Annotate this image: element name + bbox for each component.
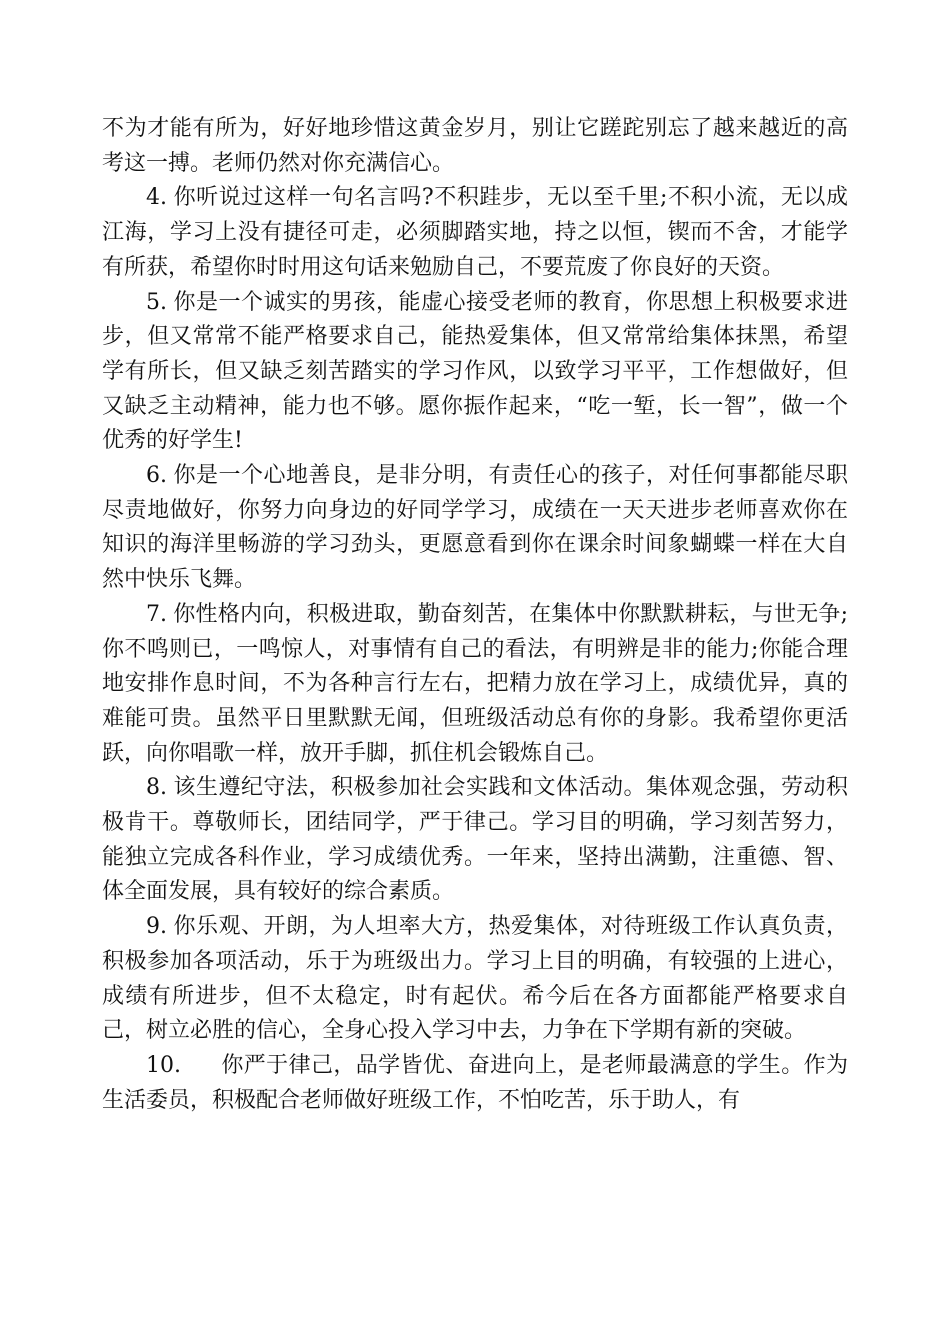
item-number: 4. [146, 185, 167, 211]
item-number: 10. [146, 1052, 181, 1078]
item-text: 该生遵纪守法，积极参加社会实践和文体活动。集体观念强，劳动积极肯干。尊敬师长，团结同学，严于律己。学习目的明确，学习刻苦努力，能独立完成各科作业，学习成绩优秀。一年来，坚持出满勤，注重德、智、体全面发展，具有较好的综合素质。 [102, 775, 848, 905]
list-item-6 [102, 459, 848, 598]
item-number: 5. [146, 289, 167, 315]
list-item-7 [102, 598, 848, 772]
item-text: 你是一个心地善良，是非分明，有责任心的孩子，对任何事都能尽职尽责地做好，你努力向身边的好同学学习，成绩在一天天进步老师喜欢你在知识的海洋里畅游的学习劲头，更愿意看到你在课余时间象蝴蝶一样在大自然中快乐飞舞。 [102, 463, 848, 593]
item-text: 你听说过这样一句名言吗?不积跬步，无以至千里;不积小流，无以成江海，学习上没有捷径可走，必须脚踏实地，持之以恒，锲而不舍，才能学有所获，希望你时时用这句话来勉励自己，不要荒废了你良好的天资。 [102, 185, 848, 280]
paragraph-continuation: 不为才能有所为，好好地珍惜这黄金岁月，别让它蹉跎别忘了越来越近的高考这一搏。老师仍然对你充满信心。 [102, 116, 848, 176]
item-number: 9. [146, 914, 167, 940]
item-text: 你严于律己，品学皆优、奋进向上，是老师最满意的学生。作为生活委员，积极配合老师做好班级工作，不怕吃苦，乐于助人，有 [102, 1052, 848, 1113]
list-item-10 [102, 1049, 848, 1118]
item-text: 你乐观、开朗，为人坦率大方，热爱集体，对待班级工作认真负责，积极参加各项活动，乐于为班级出力。学习上目的明确，有较强的上进心，成绩有所进步，但不太稳定，时有起伏。希今后在各方面都能严格要求自己，树立必胜的信心，全身心投入学习中去，力争在下学期有新的突破。 [102, 914, 848, 1044]
item-number: 6. [146, 463, 167, 489]
item-text: 你是一个诚实的男孩，能虚心接受老师的教育，你思想上积极要求进步，但又常常不能严格要求自己，能热爱集体，但又常常给集体抹黑，希望学有所长，但又缺乏刻苦踏实的学习作风，以致学习平平，工作想做好，但又缺乏主动精神，能力也不够。愿你振作起来，“吃一堑，长一智”，做一个优秀的好学生! [102, 289, 848, 454]
item-number: 7. [146, 601, 167, 627]
item-text: 你性格内向，积极进取，勤奋刻苦，在集体中你默默耕耘，与世无争;你不鸣则已，一鸣惊人，对事情有自己的看法，有明辨是非的能力;你能合理地安排作息时间，不为各种言行左右，把精力放在学习上，成绩优异，真的难能可贵。虽然平日里默默无闻，但班级活动总有你的身影。我希望你更活跃，向你唱歌一样，放开手脚，抓住机会锻炼自己。 [102, 601, 848, 766]
list-item-4 [102, 181, 848, 285]
item-number: 8. [146, 775, 167, 801]
document-page [102, 112, 848, 1118]
list-item-9 [102, 910, 848, 1049]
list-item-5 [102, 286, 848, 460]
list-item-8 [102, 771, 848, 910]
